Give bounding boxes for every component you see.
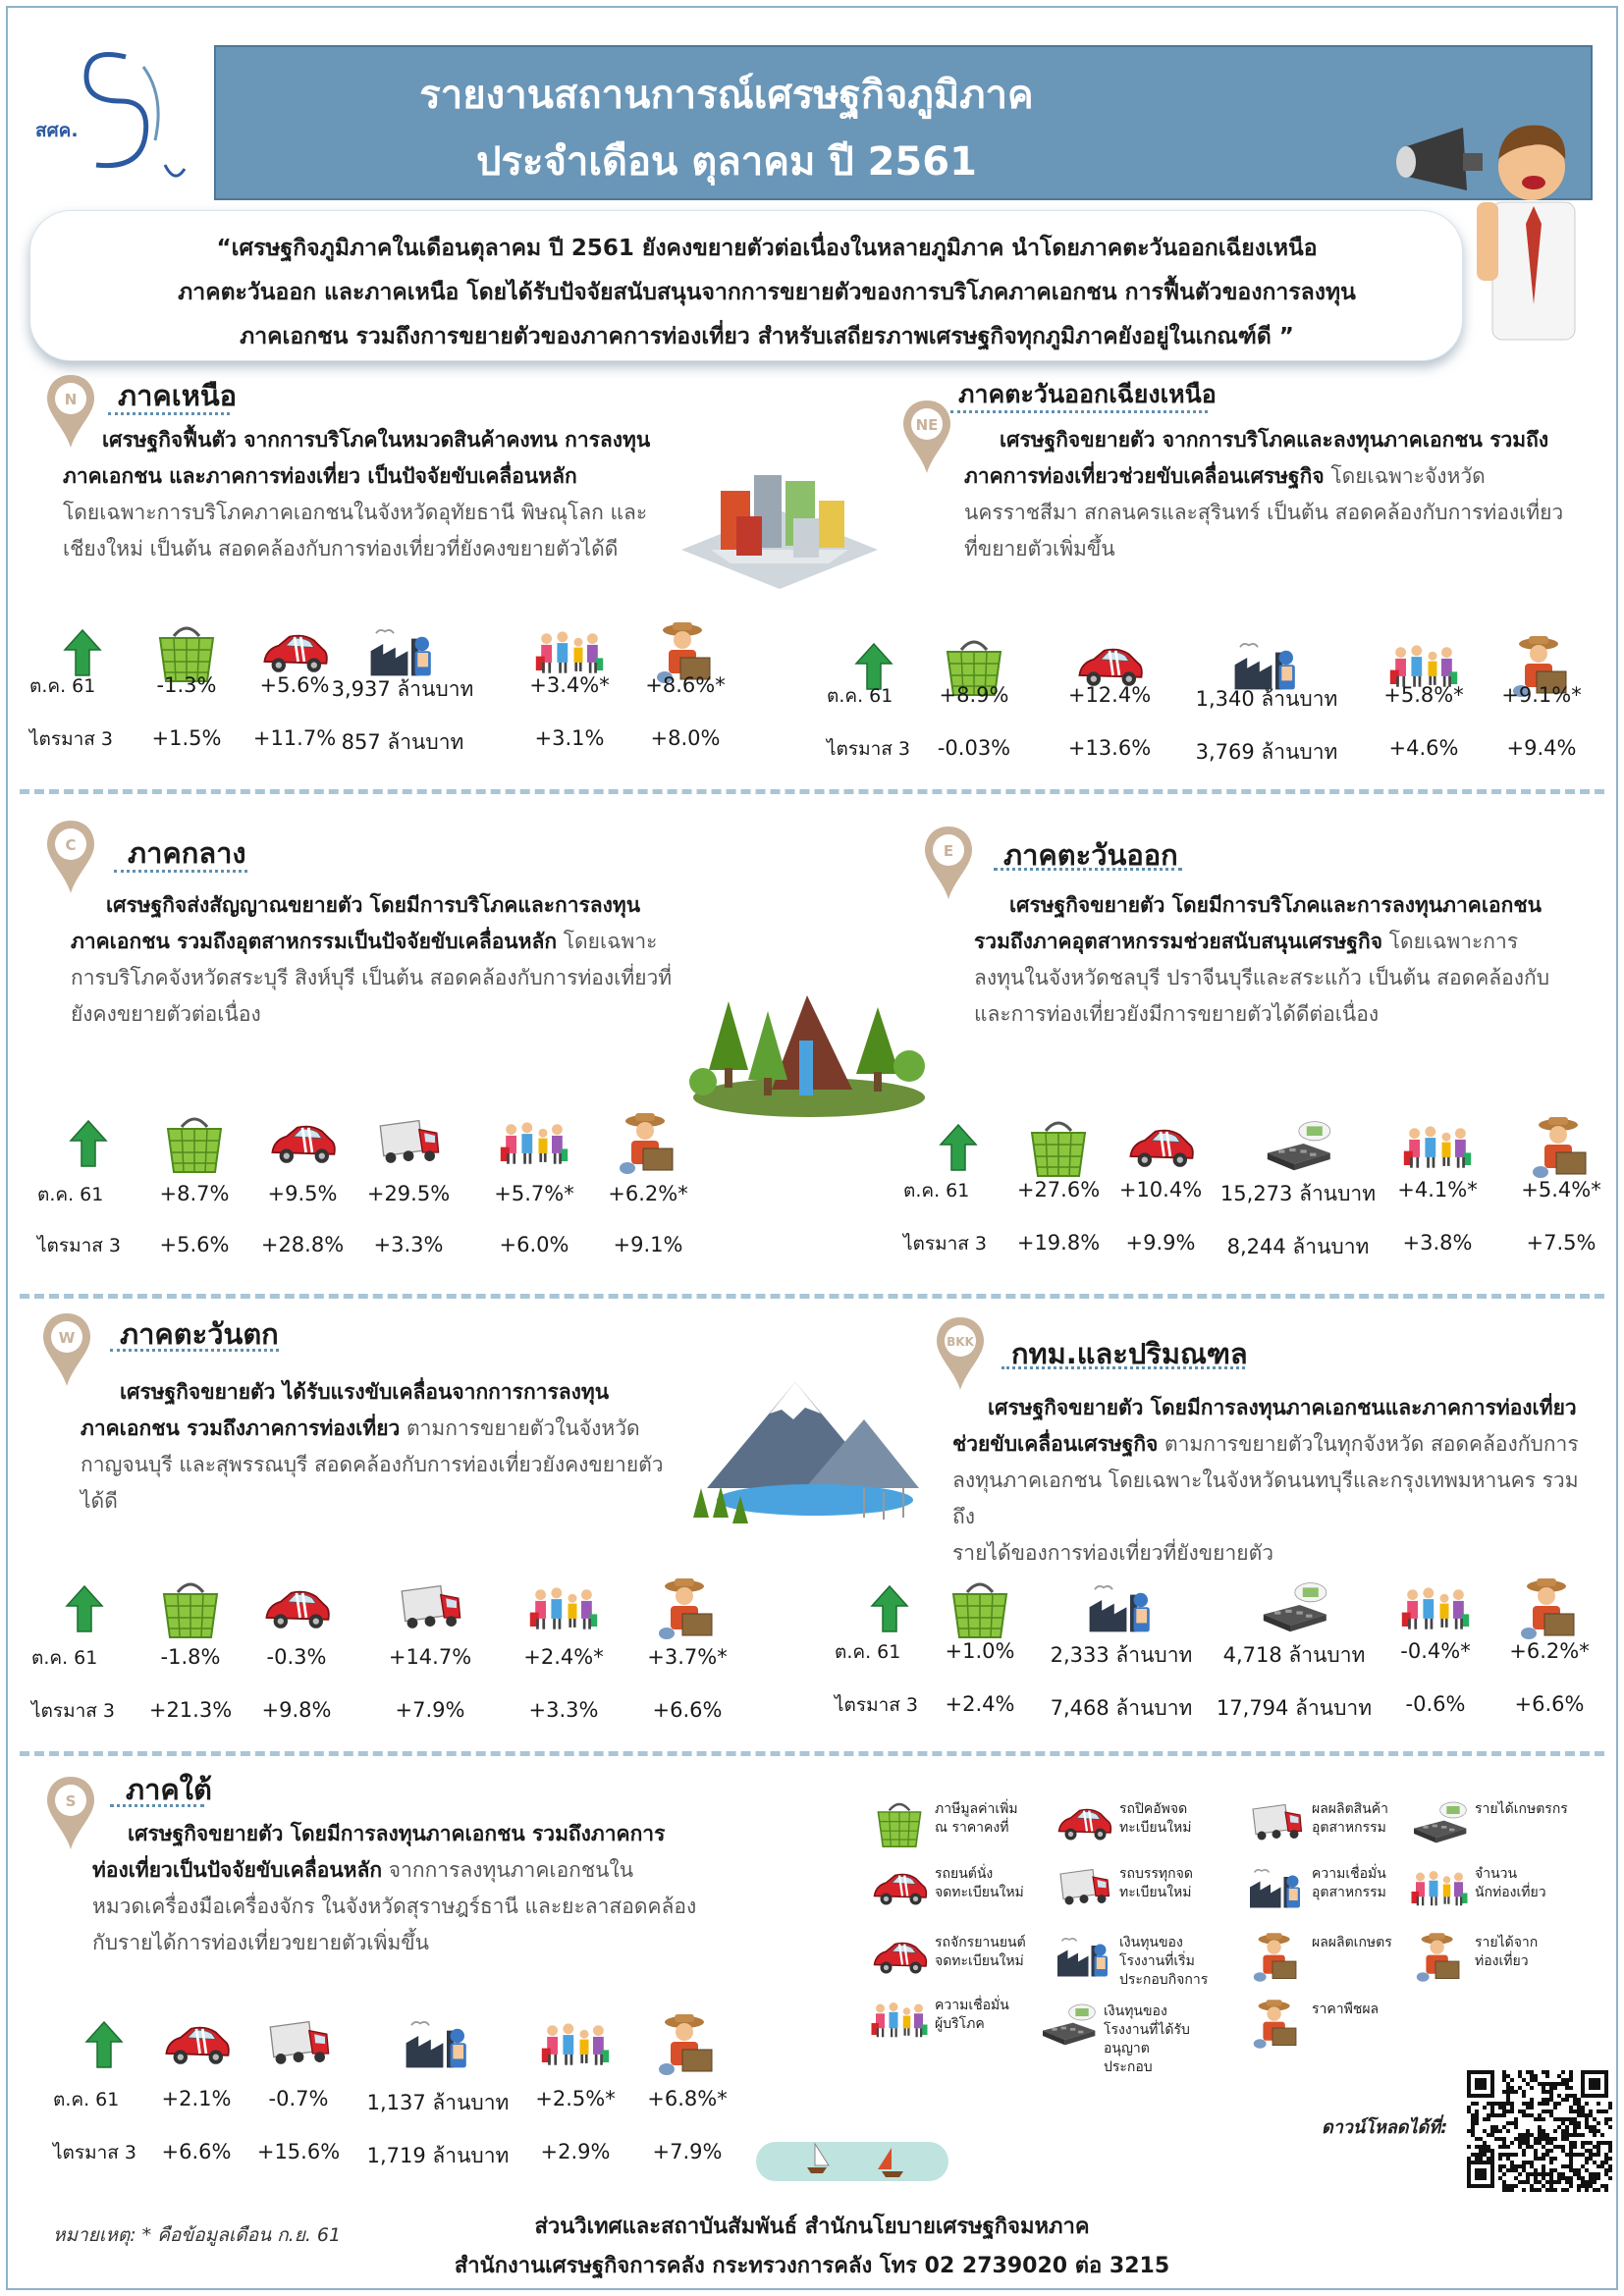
desc-line-2: ภาคเอกชน และภาคการท่องเที่ยว เป็นปัจจัยขับเคลื่อนหลัก (63, 464, 577, 488)
divider-2 (20, 1294, 1604, 1299)
moto-icon (870, 1930, 929, 1985)
month-value: +9.1%* (1501, 683, 1582, 707)
desc-line-1: เศรษฐกิจขยายตัว ได้รับแรงขับเคลื่อนจากการการลงทุน (120, 1380, 610, 1404)
forest-waterfall-illustration (689, 972, 929, 1119)
row-label-month: ต.ค. 61 (29, 675, 96, 697)
title-underline (108, 412, 230, 415)
desc-line-4: ที่ขยายตัวเพิ่มขึ้น (964, 537, 1115, 561)
basket-icon (945, 1575, 1015, 1643)
truck-icon (263, 2010, 334, 2079)
desc-line-4: รายได้ของการท่องเที่ยวที่ยังขยายตัว (952, 1541, 1273, 1565)
month-value: +6.8%* (647, 2087, 728, 2110)
quarter-value: +2.4% (945, 1692, 1015, 1716)
summary-line-2: ภาคตะวันออก และภาคเหนือ โดยได้รับปัจจัยสนับสนุนจากการขยายตัวของการบริโภคภาคเอกชน การฟื้นตัวของการลงทุน (178, 280, 1356, 305)
quarter-value: +8.0% (650, 726, 721, 750)
pin-code: BKK (947, 1335, 974, 1349)
basket-icon (159, 1109, 230, 1178)
desc-line-2b: โดยเฉพาะจังหวัด (1324, 464, 1486, 488)
pin-code: E (943, 842, 954, 860)
legend-label: รถจักรยานยนต์ จดทะเบียนใหม่ (935, 1935, 1026, 1969)
month-value: +12.4% (1067, 683, 1152, 707)
quarter-value: +15.6% (256, 2140, 341, 2163)
quarter-value: +21.3% (148, 1698, 233, 1722)
month-value: +29.5% (366, 1182, 451, 1205)
up-arrow-icon (84, 2020, 124, 2069)
quarter-value: +9.1% (613, 1233, 683, 1256)
desc-line-4: ได้ดี (81, 1489, 118, 1513)
month-value: +5.6% (259, 673, 330, 697)
region-title: กทม.และปริมณฑล (1011, 1337, 1248, 1370)
farmer-icon (652, 2010, 723, 2079)
boats-illustration (756, 2132, 948, 2183)
desc-line-2: ภาคการท่องเที่ยวช่วยขับเคลื่อนเศรษฐกิจ (964, 464, 1325, 488)
pin-icon (45, 819, 96, 895)
month-value: +5.7%* (494, 1182, 574, 1205)
pin-icon (935, 1315, 986, 1392)
quarter-value: 857 ล้านบาท (341, 730, 464, 754)
month-value: -0.7% (268, 2087, 329, 2110)
quarter-value: -0.6% (1405, 1692, 1466, 1716)
legend-label: ผลผลิตสินค้า อุตสาหกรรม (1312, 1801, 1388, 1836)
up-arrow-icon (870, 1584, 909, 1633)
region-title: ภาคเหนือ (118, 379, 238, 412)
agri-price-icon (1247, 1997, 1306, 2052)
month-value: 1,137 ล้านบาท (366, 2091, 510, 2114)
pin-code: NE (915, 416, 939, 434)
desc-line-1: เศรษฐกิจขยายตัว จากการบริโภคและลงทุนภาคเอกชน รวมถึง (1000, 428, 1549, 452)
tourism-income-icon (1410, 1930, 1469, 1985)
region-description (964, 422, 1593, 567)
quarter-value: +7.9% (395, 1698, 465, 1722)
quarter-value: 3,769 ล้านบาท (1195, 740, 1338, 764)
quarter-value: +7.9% (652, 2140, 723, 2163)
legend-label: เงินทุนของ โรงงานที่เริ่ม ประกอบกิจการ (1119, 1935, 1209, 1988)
region-title: ภาคตะวันออก (1003, 838, 1178, 872)
quarter-value: 7,468 ล้านบาท (1050, 1696, 1193, 1720)
desc-line-3: นครราชสีมา สกลนครและสุรินทร์ เป็นต้น สอดคล้องกับการท่องเที่ยว (964, 501, 1564, 524)
tourists-icon (1400, 1575, 1471, 1643)
month-value: +3.4%* (529, 673, 610, 697)
month-value: +2.4%* (523, 1645, 604, 1669)
summary-line-1: “เศรษฐกิจภูมิภาคในเดือนตุลาคม ปี 2561 ยังคงขยายตัวต่อเนื่องในหลายภูมิภาค นำโดยภาคตะวันออกเฉียงเหนือ (216, 236, 1318, 261)
desc-line-1: เศรษฐกิจขยายตัว โดยมีการบริโภคและการลงทุนภาคเอกชน (1009, 893, 1542, 917)
month-value: +5.8%* (1383, 683, 1464, 707)
row-label-quarter: ไตรมาส 3 (827, 738, 911, 760)
month-value: 4,718 ล้านบาท (1222, 1643, 1366, 1667)
footer-office: ส่วนวิเทศและสถาบันสัมพันธ์ สำนักนโยบายเศรษฐกิจมหภาค (534, 2215, 1090, 2239)
row-label-month: ต.ค. 61 (827, 685, 893, 707)
desc-line-3: หมวดเครื่องมือเครื่องจักร ในจังหวัดสุราษฎร์ธานี และยะลาสอดคล้อง (92, 1895, 697, 1918)
quarter-value: +11.7% (252, 726, 337, 750)
pin-icon (901, 399, 952, 475)
month-value: +27.6% (1016, 1178, 1101, 1201)
agri-output-icon (1247, 1930, 1306, 1985)
quarter-value: +6.6% (652, 1698, 723, 1722)
factory-worker-icon (403, 2010, 473, 2079)
quarter-value: +19.8% (1016, 1231, 1101, 1255)
legend-label: ผลผลิตเกษตร (1312, 1935, 1392, 1950)
title-underline (994, 868, 1182, 871)
month-value: +4.1%* (1397, 1178, 1478, 1201)
summary-text (89, 227, 1444, 359)
vat-icon (870, 1796, 929, 1851)
quarter-value: +9.4% (1506, 736, 1577, 760)
row-label-quarter: ไตรมาส 3 (835, 1694, 919, 1716)
desc-line-3: กาญจนบุรี และสุพรรณบุรี สอดคล้องกับการท่องเที่ยวยังคงขยายตัว (81, 1453, 664, 1476)
quarter-value: -0.03% (937, 736, 1011, 760)
month-value: +8.7% (159, 1182, 230, 1205)
quarter-value: +3.3% (528, 1698, 599, 1722)
title-underline (114, 870, 247, 873)
desc-line-2b: จากการลงทุนภาคเอกชนใน (382, 1858, 634, 1882)
region-title: ภาคกลาง (128, 836, 246, 870)
quarter-value: +6.6% (161, 2140, 232, 2163)
month-value: +2.5%* (535, 2087, 616, 2110)
month-value: -0.4%* (1400, 1639, 1471, 1663)
pin-icon (923, 825, 974, 901)
desc-line-3: การบริโภคจังหวัดสระบุรี สิงห์บุรี เป็นต้น สอดคล้องกับการท่องเที่ยวที่ (71, 966, 673, 989)
ind-output-icon (1247, 1796, 1306, 1851)
quarter-value: +6.6% (1514, 1692, 1585, 1716)
summary-line-3: ภาคเอกชน รวมถึงการขยายตัวของภาคการท่องเที่ยว สำหรับเสถียรภาพเศรษฐกิจทุกภูมิภาคยังอยู่ในเกณฑ์ดี ” (240, 324, 1294, 349)
car-icon (267, 1109, 338, 1178)
title-underline (1001, 1366, 1245, 1369)
row-label-quarter: ไตรมาส 3 (31, 1700, 116, 1722)
truck-icon (373, 1109, 444, 1178)
row-label-quarter: ไตรมาส 3 (37, 1235, 122, 1256)
legend-label: ภาษีมูลค่าเพิ่ม ณ ราคาคงที่ (935, 1801, 1018, 1836)
farm-income-icon (1410, 1796, 1469, 1851)
quarter-value: +1.5% (151, 726, 222, 750)
divider-3 (20, 1751, 1604, 1756)
truck-icon (1055, 1861, 1113, 1916)
divider-1 (20, 789, 1604, 794)
machinery-icon (1263, 1113, 1333, 1182)
desc-line-1: เศรษฐกิจส่งสัญญาณขยายตัว โดยมีการบริโภคและการลงทุน (106, 893, 641, 917)
month-value: -1.3% (156, 673, 217, 697)
region-description (952, 1390, 1600, 1572)
desc-line-4: กับรายได้การท่องเที่ยวขยายตัวเพิ่มขึ้น (92, 1931, 429, 1954)
ind-conf-icon (1247, 1861, 1306, 1916)
up-arrow-icon (939, 1123, 978, 1172)
quarter-value: +7.5% (1526, 1231, 1597, 1255)
legend-label: ความเชื่อมั่น ผู้บริโภค (935, 1998, 1009, 2032)
region-title: ภาคตะวันตก (120, 1317, 279, 1351)
report-period: ประจำเดือน ตุลาคม ปี 2561 (476, 139, 977, 185)
pickup-icon (1055, 1796, 1113, 1851)
desc-line-4: และการท่องเที่ยวยังมีการขยายตัวได้ดีต่อเนื่อง (974, 1002, 1380, 1026)
quarter-value: +13.6% (1067, 736, 1152, 760)
month-value: +8.6%* (645, 673, 726, 697)
quarter-value: 8,244 ล้านบาท (1226, 1235, 1370, 1258)
month-value: +5.4%* (1521, 1178, 1601, 1201)
month-value: -1.8% (160, 1645, 221, 1669)
desc-line-3: ลงทุนในจังหวัดชลบุรี ปราจีนบุรีและสระแก้ว เป็นต้น สอดคล้องกับ (974, 966, 1550, 989)
month-value: +9.5% (267, 1182, 338, 1205)
row-label-month: ต.ค. 61 (835, 1641, 901, 1663)
tourists-icon (1402, 1113, 1473, 1182)
month-value: -0.3% (266, 1645, 327, 1669)
tourists-icon (499, 1109, 569, 1178)
quarter-value: +9.8% (261, 1698, 332, 1722)
region-description (92, 1816, 701, 1961)
month-value: 2,333 ล้านบาท (1050, 1643, 1193, 1667)
legend-label: ความเชื่อมั่น อุตสาหกรรม (1312, 1866, 1386, 1900)
pin-code: W (58, 1329, 76, 1347)
row-label-month: ต.ค. 61 (37, 1184, 104, 1205)
month-value: +6.2%* (1509, 1639, 1590, 1663)
legend-label: รายได้จาก ท่องเที่ยว (1475, 1935, 1539, 1969)
capital-icon (1055, 1930, 1113, 1985)
mountain-lake-illustration (687, 1370, 927, 1529)
region-description (81, 1374, 679, 1520)
desc-line-4: เชียงใหม่ เป็นต้น สอดคล้องกับการท่องเที่ยวที่ยังคงขยายตัวได้ดี (63, 537, 619, 561)
quarter-value: +6.0% (499, 1233, 569, 1256)
legend-label: รถยนต์นั่ง จดทะเบียนใหม่ (935, 1866, 1024, 1900)
tourists-icon (540, 2010, 611, 2079)
desc-line-2b: โดยเฉพาะ (557, 930, 658, 953)
up-arrow-icon (63, 628, 102, 677)
title-underline (110, 1804, 204, 1807)
region-description (63, 422, 672, 567)
quarter-value: 17,794 ล้านบาท (1216, 1696, 1373, 1720)
footnote: หมายเหตุ: * คือข้อมูลเดือน ก.ย. 61 (53, 2224, 342, 2246)
footer-contact: สำนักงานเศรษฐกิจการคลัง กระทรวงการคลัง โทร 02 2739020 ต่อ 3215 (454, 2254, 1170, 2278)
desc-line-3: โดยเฉพาะการบริโภคภาคเอกชนในจังหวัดอุทัยธานี พิษณุโลก และ (63, 501, 648, 524)
farmer-icon (652, 1575, 723, 1643)
desc-line-2: ภาคเอกชน รวมถึงภาคการท่องเที่ยว (81, 1416, 401, 1440)
legend-label: จำนวน นักท่องเที่ยว (1475, 1866, 1546, 1900)
title-underline (950, 410, 1208, 413)
row-label-month: ต.ค. 61 (903, 1180, 970, 1201)
title-underline (110, 1349, 279, 1352)
basket-icon (1023, 1113, 1094, 1182)
title-banner (214, 45, 1593, 200)
desc-line-2: ภาคเอกชน รวมถึงอุตสาหกรรมเป็นปัจจัยขับเคลื่อนหลัก (71, 930, 558, 953)
factory-worker-icon (1086, 1575, 1157, 1643)
car-icon (1125, 1113, 1196, 1182)
car-icon (261, 1575, 332, 1643)
car-icon (161, 2010, 232, 2079)
region-description (974, 887, 1602, 1033)
row-label-month: ต.ค. 61 (31, 1647, 98, 1669)
desc-line-3: ลงทุนภาคเอกชน โดยเฉพาะในจังหวัดนนทบุรีและกรุงเทพมหานคร รวมถึง (952, 1468, 1579, 1528)
presenter-megaphone-illustration (1394, 108, 1610, 353)
conf-icon (870, 1993, 929, 2048)
desc-line-1: เศรษฐกิจขยายตัว โดยมีการลงทุนภาคเอกชน รวมถึงภาคการ (128, 1822, 666, 1845)
report-title: รายงานสถานการณ์เศรษฐกิจภูมิภาค (419, 73, 1034, 118)
legend-label: รายได้เกษตรกร (1475, 1801, 1568, 1817)
region-description (71, 887, 699, 1033)
desc-line-2: ท่องเที่ยวเป็นปัจจัยขับเคลื่อนหลัก (92, 1858, 383, 1882)
month-value: 3,937 ล้านบาท (331, 677, 474, 701)
quarter-value: +3.1% (534, 726, 605, 750)
tourists-icon (1410, 1861, 1469, 1916)
legend-label: รถปิคอัพจด ทะเบียนใหม่ (1119, 1801, 1192, 1836)
logo-text: สศค. (35, 120, 79, 141)
desc-line-1: เศรษฐกิจขยายตัว โดยมีการลงทุนภาคเอกชนและภาคการท่องเที่ยว (988, 1396, 1577, 1419)
permitted-icon (1039, 1999, 1098, 2054)
row-label-month: ต.ค. 61 (53, 2089, 120, 2110)
desc-line-4: ยังคงขยายตัวต่อเนื่อง (71, 1002, 261, 1026)
legend-label: ราคาพืชผล (1312, 2002, 1380, 2017)
download-label: ดาวน์โหลดได้ที่: (1322, 2117, 1448, 2138)
quarter-value: +3.8% (1402, 1231, 1473, 1255)
desc-line-2b: ตามการขยายตัวในทุกจังหวัด สอดคล้องกับการ (1158, 1432, 1579, 1456)
legend-label: เงินทุนของ โรงงานที่ได้รับ อนุญาต ประกอบ (1104, 2003, 1190, 2075)
car-icon (870, 1861, 929, 1916)
qr-code[interactable] (1467, 2069, 1612, 2193)
quarter-value: 1,719 ล้านบาท (366, 2144, 510, 2167)
quarter-value: +3.3% (373, 1233, 444, 1256)
up-arrow-icon (65, 1584, 104, 1633)
quarter-value: +9.9% (1125, 1231, 1196, 1255)
month-value: +14.7% (388, 1645, 472, 1669)
pin-code: S (65, 1792, 77, 1810)
region-title: ภาคใต้ (126, 1773, 212, 1806)
desc-line-2b: ตามการขยายตัวในจังหวัด (400, 1416, 640, 1440)
up-arrow-icon (69, 1119, 108, 1168)
pin-code: N (64, 391, 78, 408)
desc-line-2b: โดยเฉพาะการ (1382, 930, 1519, 953)
region-title: ภาคตะวันออกเฉียงเหนือ (958, 380, 1217, 408)
month-value: +10.4% (1118, 1178, 1203, 1201)
month-value: +1.0% (945, 1639, 1015, 1663)
month-value: +8.9% (939, 683, 1009, 707)
row-label-quarter: ไตรมาส 3 (903, 1233, 988, 1255)
pin-icon (45, 1775, 96, 1851)
month-value: +3.7%* (647, 1645, 728, 1669)
month-value: 15,273 ล้านบาท (1219, 1182, 1377, 1205)
farmer-icon (613, 1109, 683, 1178)
month-value: +2.1% (161, 2087, 232, 2110)
quarter-value: +2.9% (540, 2140, 611, 2163)
quarter-value: +28.8% (260, 1233, 345, 1256)
city-illustration (681, 461, 878, 589)
pin-code: C (65, 836, 77, 854)
quarter-value: +5.6% (159, 1233, 230, 1256)
machinery-icon (1259, 1575, 1329, 1643)
summary-box (29, 210, 1463, 361)
month-value: +6.2%* (608, 1182, 688, 1205)
desc-line-1: เศรษฐกิจฟื้นตัว จากการบริโภคในหมวดสินค้าคงทน การลงทุน (102, 428, 651, 452)
desc-line-2: รวมถึงภาคอุตสาหกรรมช่วยสนับสนุนเศรษฐกิจ (974, 930, 1383, 953)
farmer-icon (1526, 1113, 1597, 1182)
quarter-value: +4.6% (1388, 736, 1459, 760)
row-label-quarter: ไตรมาส 3 (53, 2142, 137, 2163)
basket-icon (155, 1575, 226, 1643)
farmer-icon (1514, 1575, 1585, 1643)
tourists-icon (528, 1575, 599, 1643)
month-value: 1,340 ล้านบาท (1195, 687, 1338, 711)
legend-label: รถบรรทุกจด ทะเบียนใหม่ (1119, 1866, 1193, 1900)
truck-icon (395, 1575, 465, 1643)
row-label-quarter: ไตรมาส 3 (29, 728, 114, 750)
desc-line-2: ช่วยขับเคลื่อนเศรษฐกิจ (952, 1432, 1159, 1456)
